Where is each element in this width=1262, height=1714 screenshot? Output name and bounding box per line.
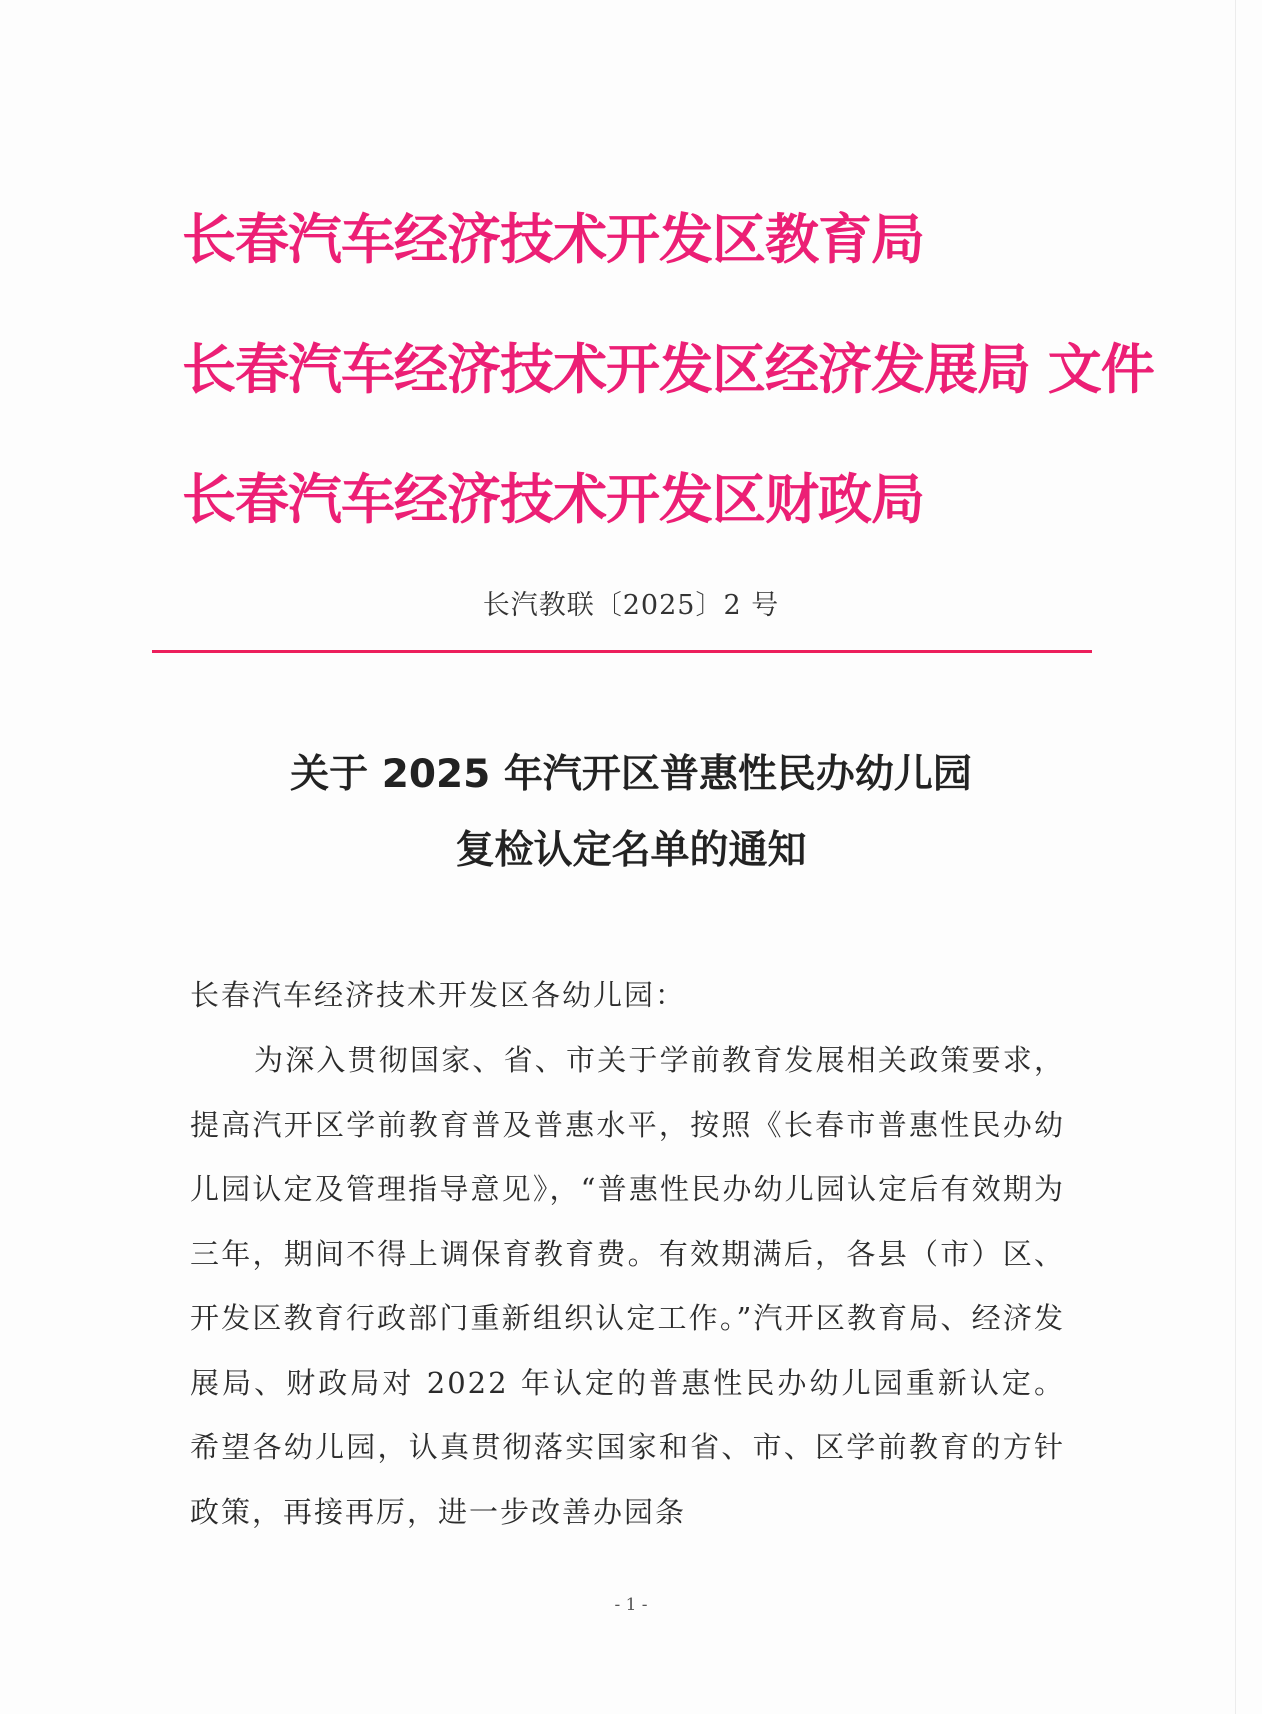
issuer-finance-bureau: 长春汽车经济技术开发区财政局 bbox=[182, 468, 924, 531]
issuer-education-bureau: 长春汽车经济技术开发区教育局 bbox=[182, 208, 924, 271]
red-divider-line bbox=[152, 650, 1092, 653]
body-paragraph: 为深入贯彻国家、省、市关于学前教育发展相关政策要求，提高汽开区学前教育普及普惠水平，按照《长春市普惠性民办幼儿园认定及管理指导意见》，“普惠性民办幼儿园认定后有效期为三年，期间不得上调保育教育费。有效期满后，各县（市）区、开发区教育行政部门重新组织认定工作。”汽开区教育局、经济发展局、财政局对 2022 年认定的普惠性民办幼儿园重新认定。希望各幼儿园，认真贯彻落实国家和省、市、区学前教育的方针政策，再接再厉，进一步改善办园条 bbox=[190, 1043, 1065, 1529]
page-number: - 1 - bbox=[614, 1595, 648, 1615]
issuer-economic-development-bureau: 长春汽车经济技术开发区经济发展局 文件 bbox=[182, 338, 1154, 401]
document-title-line-1: 关于 2025 年汽开区普惠性民办幼儿园 bbox=[290, 752, 972, 797]
salutation: 长春汽车经济技术开发区各幼儿园： bbox=[190, 978, 687, 1012]
document-number: 长汽教联〔2025〕2 号 bbox=[482, 590, 780, 621]
document-title-line-2: 复检认定名单的通知 bbox=[455, 828, 807, 873]
